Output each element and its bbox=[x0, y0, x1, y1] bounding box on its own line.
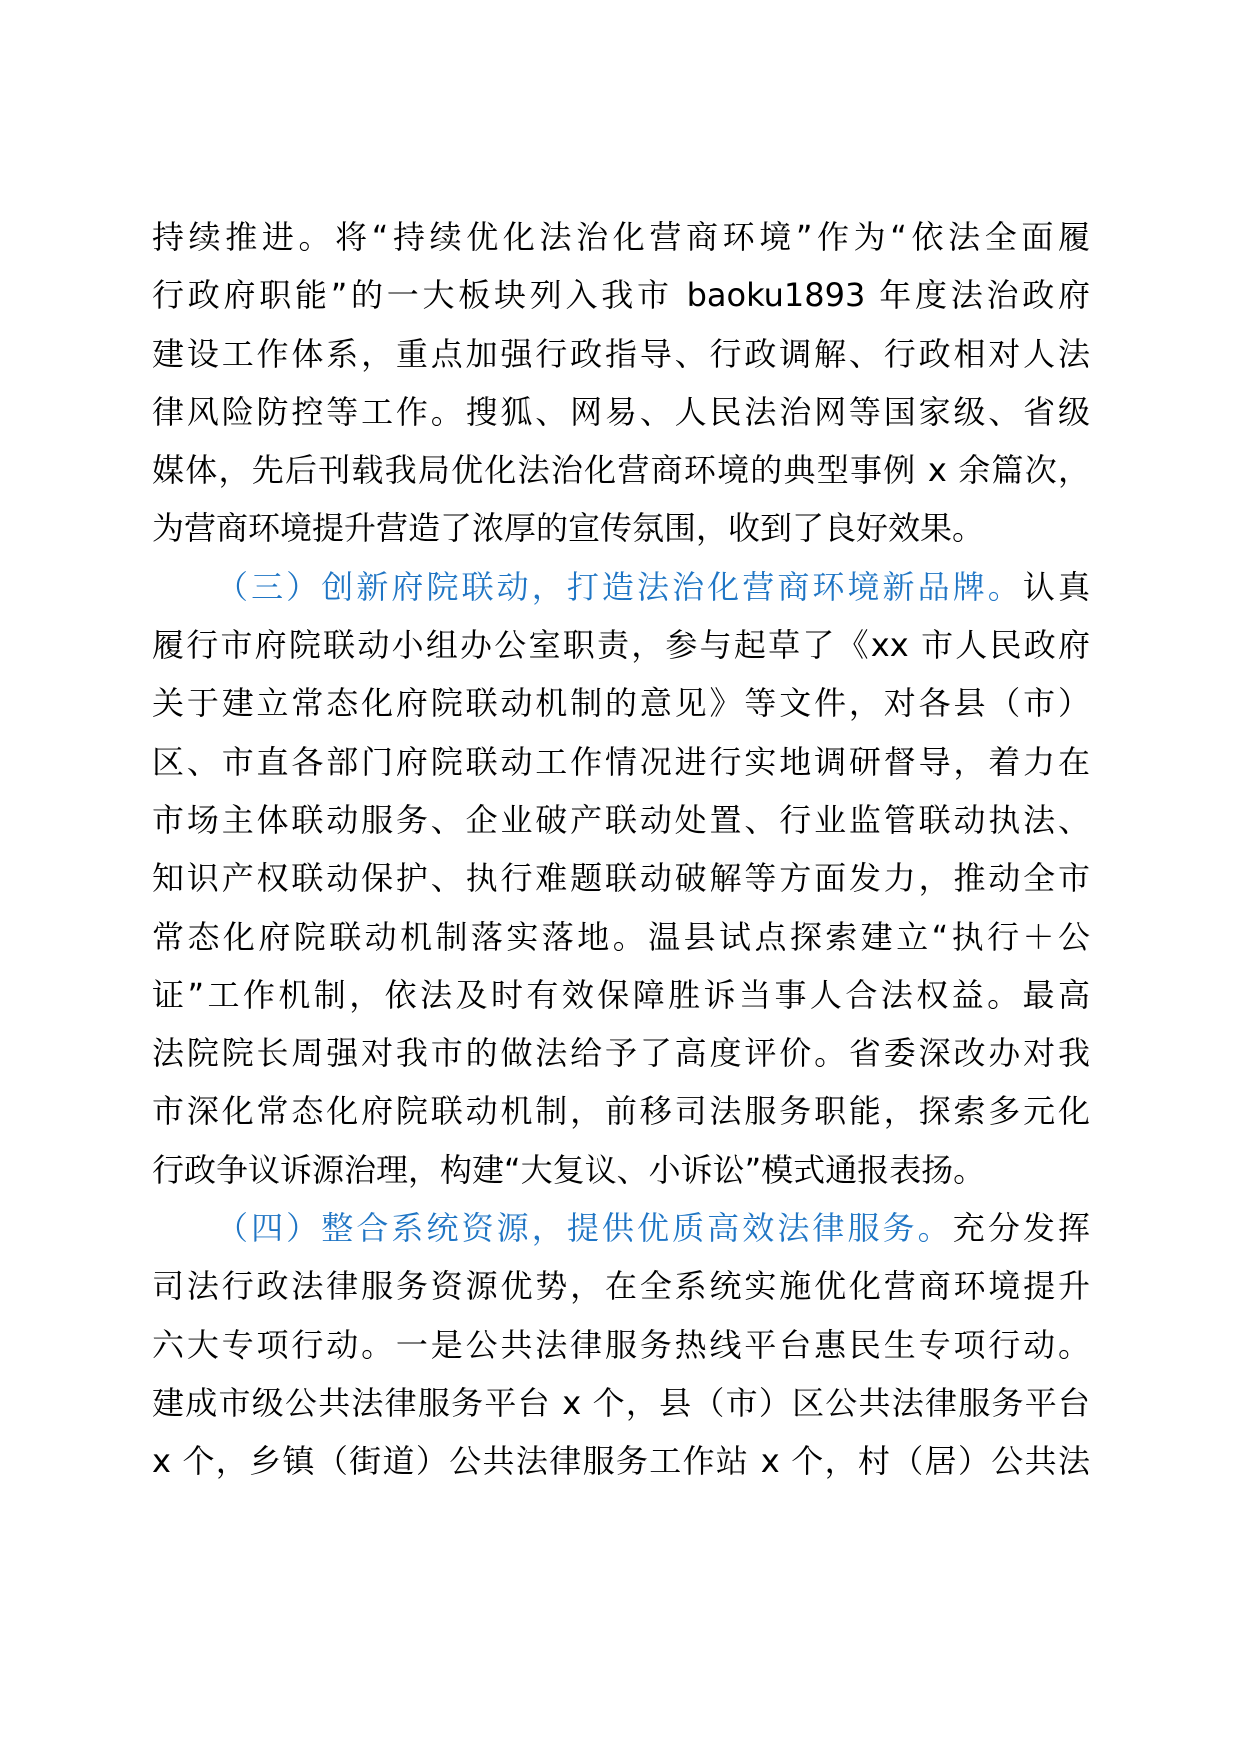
text-line: 证”工作机制，依法及时有效保障胜诉当事人合法权益。最高 bbox=[152, 975, 1090, 1014]
text-line: 六大专项行动。一是公共法律服务热线平台惠民生专项行动。 bbox=[152, 1325, 1090, 1364]
section-heading: （三）创新府院联动，打造法治化营商环境新品牌。 bbox=[216, 567, 1023, 606]
text-line: 常态化府院联动机制落实落地。温县试点探索建立“执行＋公 bbox=[152, 917, 1090, 956]
text-line: 关于建立常态化府院联动机制的意见》等文件，对各县（市） bbox=[152, 684, 1090, 723]
text-line: 律风险防控等工作。搜狐、网易、人民法治网等国家级、省级 bbox=[152, 392, 1090, 431]
text-line: 市深化常态化府院联动机制，前移司法服务职能，探索多元化 bbox=[152, 1092, 1090, 1131]
section-heading: （四）整合系统资源，提供优质高效法律服务。 bbox=[216, 1209, 953, 1248]
text-line: 媒体，先后刊载我局优化法治化营商环境的典型事例 x 余篇次， bbox=[152, 451, 1090, 490]
text-line: 市场主体联动服务、企业破产联动处置、行业监管联动执法、 bbox=[152, 800, 1090, 839]
text-line: 法院院长周强对我市的做法给予了高度评价。省委深改办对我 bbox=[152, 1034, 1090, 1073]
text-line: 行政府职能”的一大板块列入我市 baoku1893 年度法治政府 bbox=[152, 276, 1090, 315]
text-line bbox=[152, 1199, 1090, 1257]
text-line: 区、市直各部门府院联动工作情况进行实地调研督导，着力在 bbox=[152, 742, 1090, 781]
text-line: 司法行政法律服务资源优势，在全系统实施优化营商环境提升 bbox=[152, 1267, 1090, 1306]
text-run: 充分发挥 bbox=[952, 1209, 1090, 1248]
text-line: x 个，乡镇（街道）公共法律服务工作站 x 个，村（居）公共法 bbox=[152, 1442, 1090, 1481]
document-body bbox=[152, 208, 1090, 1491]
text-line: 建设工作体系，重点加强行政指导、行政调解、行政相对人法 bbox=[152, 334, 1090, 373]
paragraph-3 bbox=[152, 1199, 1090, 1490]
text-line: 为营商环境提升营造了浓厚的宣传氛围，收到了良好效果。 bbox=[152, 509, 985, 548]
paragraph-1 bbox=[152, 208, 1090, 558]
text-line: 建成市级公共法律服务平台 x 个，县（市）区公共法律服务平台 bbox=[152, 1383, 1090, 1422]
text-line: 行政争议诉源治理，构建“大复议、小诉讼”模式通报表扬。 bbox=[152, 1150, 986, 1189]
text-line: 持续推进。将“持续优化法治化营商环境”作为“依法全面履 bbox=[152, 218, 1090, 256]
text-run: 认真 bbox=[1022, 567, 1090, 606]
paragraph-2 bbox=[152, 558, 1090, 1199]
text-line: 履行市府院联动小组办公室职责，参与起草了《xx 市人民政府 bbox=[152, 626, 1090, 665]
text-line: 知识产权联动保护、执行难题联动破解等方面发力，推动全市 bbox=[152, 859, 1090, 898]
text-line bbox=[152, 558, 1090, 616]
